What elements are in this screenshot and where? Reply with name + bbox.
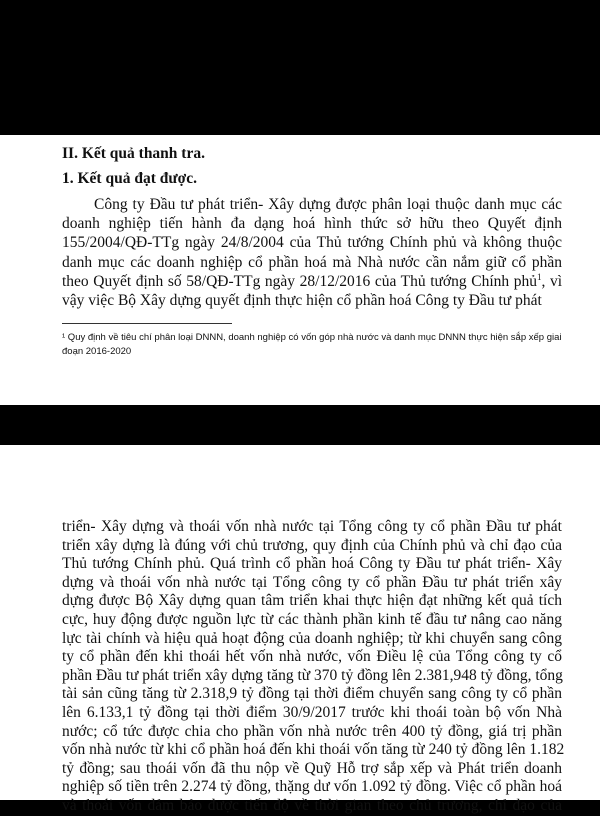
paragraph-line: doanh nghiệp tiến hành đa dạng hoá hình thức sở hữu theo Quyết định bbox=[62, 215, 562, 233]
paragraph-line: 155/2004/QĐ-TTg ngày 24/8/2004 của Thủ tướng Chính phủ và không thuộc bbox=[62, 234, 562, 252]
paragraph-line-with-footnote bbox=[62, 272, 562, 291]
paragraph-line: và thoái vốn đảm bảo được tiến độ về thời gian theo chủ trương, chỉ đạo của bbox=[62, 796, 562, 814]
document-page-2 bbox=[0, 445, 600, 814]
paragraph-line: nước; cổ tức được chia cho phần vốn nhà nước trên 400 tỷ đồng, giá trị phần bbox=[62, 722, 562, 740]
paragraph-line: tài sản cũng tăng từ 2.318,9 tỷ đồng tại thời điểm chuyển sang công ty cổ phần bbox=[62, 685, 562, 703]
paragraph-line: triển xây dựng là đúng với chủ trương, quy định của Chính phủ và chỉ đạo của bbox=[62, 536, 562, 554]
paragraph-line: dựng và thoái vốn nhà nước tại Tổng công ty cổ phần Đầu tư phát triển xây bbox=[62, 573, 562, 591]
paragraph-line: nghiệp số tiền trên 2.274 tỷ đồng, thặng dư vốn 1.092 tỷ đồng. Việc cổ phần hoá bbox=[62, 778, 562, 796]
footnote bbox=[62, 331, 562, 359]
paragraph-line: ty cổ phần đến khi thoái hết vốn nhà nước, vốn Điều lệ của Tổng công ty cổ bbox=[62, 648, 562, 666]
paragraph-line: phần Đầu tư phát triển xây dựng tăng từ 370 tỷ đồng lên 2.381,948 tỷ đồng, tổng bbox=[62, 666, 563, 684]
paragraph-line: lên 6.133,1 tỷ đồng tại thời điểm 30/9/2017 trước khi thoái toàn bộ vốn Nhà bbox=[62, 703, 562, 721]
paragraph-line: danh mục các doanh nghiệp cổ phần hoá mà Nhà nước cần nắm giữ cổ phần bbox=[62, 253, 562, 271]
paragraph-line: dựng được Bộ Xây dựng quan tâm triển khai thực hiện đạt những kết quả tích bbox=[62, 592, 562, 610]
paragraph-line: vốn nhà nước từ khi cổ phần hoá đến khi thoái vốn tăng từ 240 tỷ đồng lên 1.182 bbox=[62, 741, 565, 759]
paragraph-line-suffix: , vì bbox=[541, 272, 562, 290]
section-heading: II. Kết quả thanh tra. bbox=[62, 145, 205, 162]
paragraph-line: cực, huy động được nguồn lực từ các thành phần kinh tế đầu tư nâng cao năng bbox=[62, 610, 562, 628]
paragraph-2 bbox=[62, 518, 565, 816]
paragraph-line: tỷ đồng; sau thoái vốn đã thu nộp về Quỹ Hỗ trợ sắp xếp và Phát triển doanh bbox=[62, 759, 562, 777]
footnote-marker: 1 bbox=[536, 271, 542, 282]
paragraph-line: Công ty Đầu tư phát triển- Xây dựng được phân loại thuộc danh mục các bbox=[94, 196, 562, 213]
scan-black-band-middle bbox=[0, 405, 600, 445]
paragraph-line: triển- Xây dựng và thoái vốn nhà nước tại Tổng công ty cổ phần Đầu tư phát bbox=[62, 518, 562, 535]
footnote-line: ¹ Quy định về tiêu chí phân loại DNNN, doanh nghiệp có vốn góp nhà nước và danh mục DNNN thực hiện sắp xếp giai bbox=[62, 332, 562, 343]
paragraph-line: vậy việc Bộ Xây dựng quyết định thực hiện cổ phần hoá Công ty Đầu tư phát bbox=[62, 292, 542, 310]
paragraph-line: Thủ tướng Chính phủ. Quá trình cổ phần hoá Công ty Đầu tư phát triển- Xây bbox=[62, 555, 562, 573]
footnote-divider bbox=[62, 323, 232, 324]
paragraph-1 bbox=[62, 195, 562, 310]
subsection-heading: 1. Kết quả đạt được. bbox=[62, 170, 198, 187]
scan-black-band-top bbox=[0, 0, 600, 135]
document-page-1 bbox=[0, 135, 600, 405]
footnote-line: đoạn 2016-2020 bbox=[62, 346, 132, 357]
paragraph-line: lực tài chính và hiệu quả hoạt động của doanh nghiệp; từ khi chuyển sang công bbox=[62, 629, 562, 647]
paragraph-line-text: theo Quyết định số 58/QĐ-TTg ngày 28/12/2016 của Thủ tướng Chính phủ bbox=[62, 272, 537, 290]
